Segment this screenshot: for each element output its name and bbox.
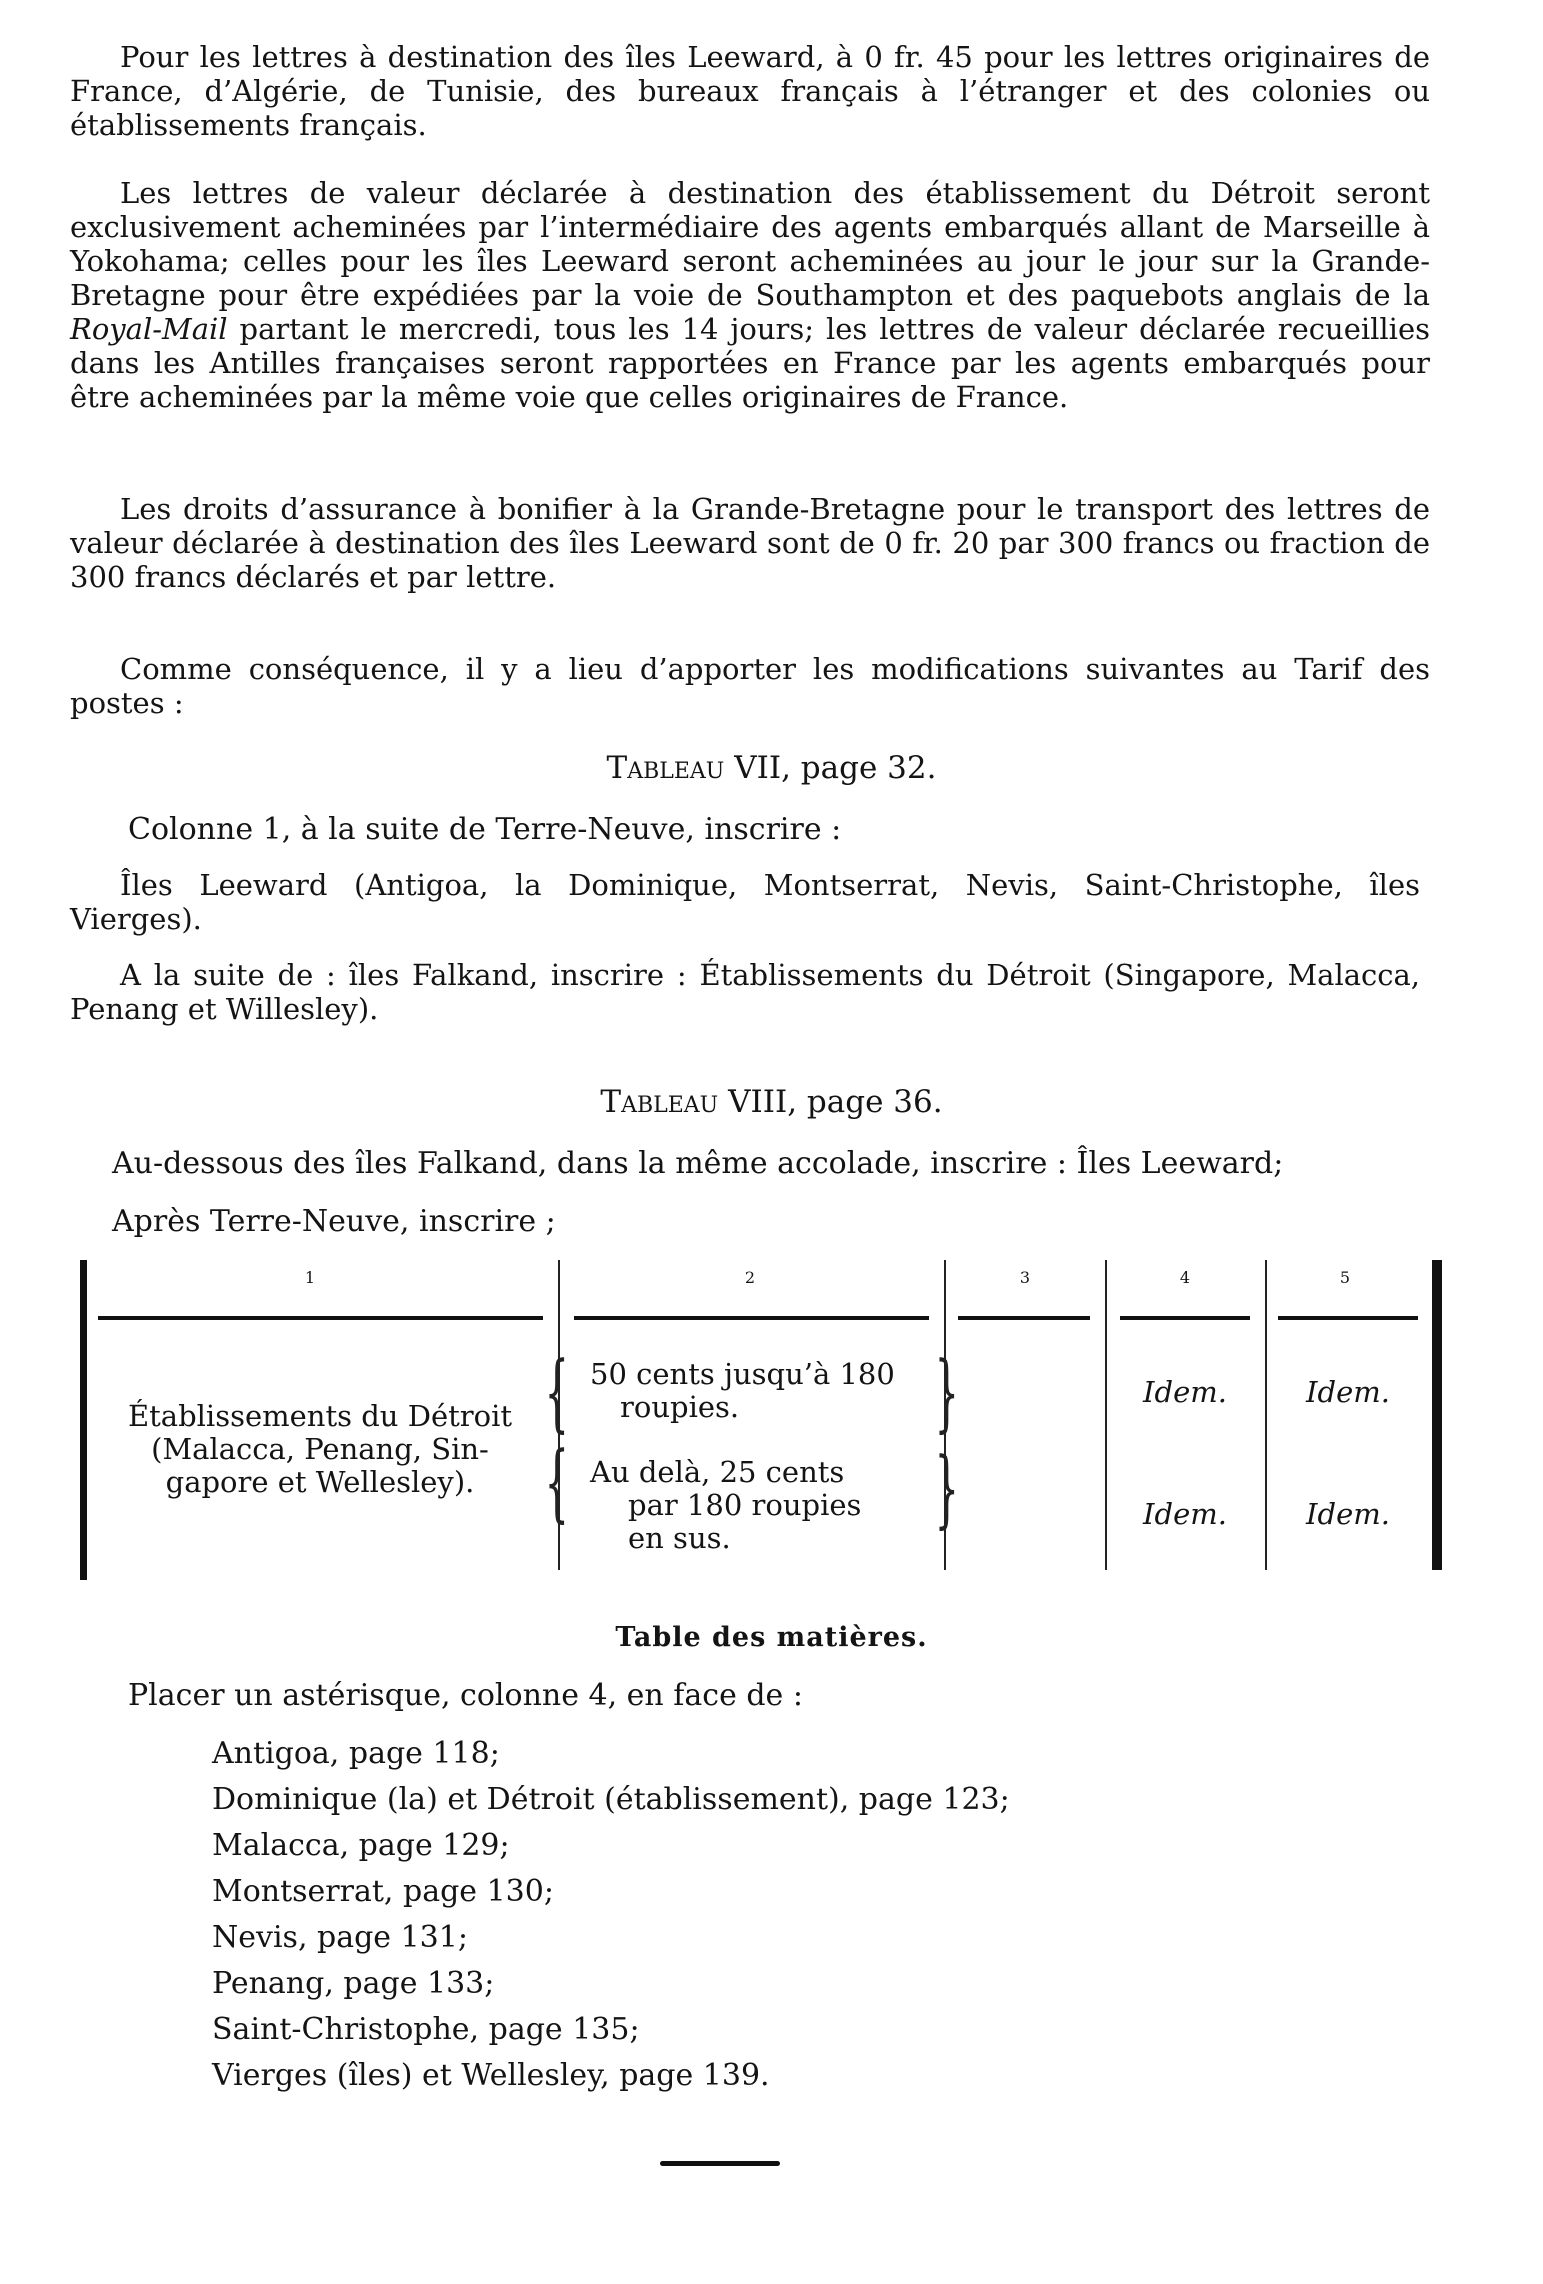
toc-intro: Placer un astérisque, colonne 4, en face de : xyxy=(128,1678,803,1713)
brace-right-col2: } xyxy=(934,1343,959,1441)
col-number-3: 3 xyxy=(1019,1268,1031,1287)
paragraph-leeward-rates: Pour les lettres à destination des îles Leeward, à 0 fr. 45 pour les lettres originaires de France, d’Algérie, de Tunisie, des bureaux français à l’étranger et des colonies ou établissements français. xyxy=(70,40,1430,142)
table-left-border xyxy=(80,1260,87,1580)
toc-item: Malacca, page 129; xyxy=(212,1828,510,1863)
paragraph-valeur-declaree xyxy=(70,176,1430,414)
toc-item: Saint-Christophe, page 135; xyxy=(212,2012,640,2047)
col-divider-4 xyxy=(1265,1260,1267,1570)
col2-rate-b-line: Au delà, 25 cents xyxy=(590,1455,845,1489)
tableau-vii-page: , page 32. xyxy=(781,750,937,786)
tableau-vii-label: Tableau VII xyxy=(606,750,782,786)
tableau-vii-detroit: A la suite de : îles Falkand, inscrire : Établissements du Détroit (Singapore, Malacca, Penang et Willesley). xyxy=(70,958,1420,1026)
paragraph-consequence: Comme conséquence, il y a lieu d’apporter les modifications suivantes au Tarif des postes : xyxy=(70,652,1430,720)
toc-item: Vierges (îles) et Wellesley, page 139. xyxy=(212,2058,770,2093)
brace-left-col2: { xyxy=(544,1343,569,1441)
header-rule-4 xyxy=(1120,1316,1250,1320)
toc-item: Antigoa, page 118; xyxy=(212,1736,500,1771)
col4-idem-b: Idem. xyxy=(1143,1497,1227,1531)
table-right-border xyxy=(1432,1260,1442,1570)
col2-rate-b-line: par 180 roupies xyxy=(628,1488,862,1522)
col1-line: gapore et Wellesley). xyxy=(165,1465,475,1499)
tableau-vii-instruction: Colonne 1, à la suite de Terre-Neuve, inscrire : xyxy=(128,812,842,847)
col2-rate-a xyxy=(590,1358,920,1424)
header-rule-2 xyxy=(574,1316,929,1320)
tableau-vii-heading xyxy=(0,750,1543,786)
rate-table xyxy=(80,1260,1445,1580)
col2-rate-a-line: roupies. xyxy=(620,1390,740,1424)
toc-item: Penang, page 133; xyxy=(212,1966,495,2001)
paragraph-valeur-declaree-text: Les lettres de valeur déclarée à destination des établissement du Détroit seront exclusivement acheminées par l’intermédiaire des agents embarqués allant de Marseille à Yokohama; celles pour les îles Leeward seront acheminées au jour le jour sur la Grande-Bretagne pour être expédiées par la voie de Southampton et des paquebots anglais de la xyxy=(70,176,1430,312)
col1-entry xyxy=(100,1400,540,1499)
col-divider-3 xyxy=(1105,1260,1107,1570)
toc-item: Montserrat, page 130; xyxy=(212,1874,554,1909)
tableau-viii-heading xyxy=(0,1084,1543,1120)
col2-rate-b xyxy=(590,1456,920,1555)
col2-rate-a-line: 50 cents jusqu’à 180 xyxy=(590,1357,895,1391)
toc-title: Table des matières. xyxy=(615,1622,928,1653)
toc-item: Dominique (la) et Détroit (établissement), page 123; xyxy=(212,1782,1010,1817)
brace-right-col2-b: } xyxy=(934,1439,959,1537)
col1-line: Établissements du Détroit xyxy=(127,1399,513,1433)
tableau-vii-leeward: Îles Leeward (Antigoa, la Dominique, Montserrat, Nevis, Saint-Christophe, îles Vierges). xyxy=(70,868,1420,936)
col-number-4: 4 xyxy=(1179,1268,1191,1287)
col-number-1: 1 xyxy=(304,1268,316,1287)
tableau-viii-instruction-2: Après Terre-Neuve, inscrire ; xyxy=(112,1204,556,1239)
paragraph-valeur-declaree-cont: partant le mercredi, tous les 14 jours; les lettres de valeur déclarée recueillies dans les Antilles françaises seront rapportées en France par les agents embarqués pour être acheminées par la même voie que celles originaires de France. xyxy=(70,312,1431,414)
tableau-viii-label: Tableau VIII xyxy=(600,1084,788,1120)
header-rule-1 xyxy=(98,1316,543,1320)
header-rule-3 xyxy=(958,1316,1090,1320)
col4-idem-a: Idem. xyxy=(1143,1375,1227,1409)
royal-mail-name: Royal-Mail xyxy=(70,312,228,346)
col5-idem-b: Idem. xyxy=(1306,1497,1390,1531)
toc-item: Nevis, page 131; xyxy=(212,1920,468,1955)
brace-left-col2-b: { xyxy=(544,1433,569,1531)
col-number-5: 5 xyxy=(1339,1268,1351,1287)
col-number-2: 2 xyxy=(744,1268,756,1287)
tableau-viii-instruction: Au-dessous des îles Falkand, dans la même accolade, inscrire : Îles Leeward; xyxy=(112,1146,1284,1181)
tableau-viii-page: , page 36. xyxy=(787,1084,943,1120)
header-rule-5 xyxy=(1278,1316,1418,1320)
col1-line: (Malacca, Penang, Sin- xyxy=(151,1432,489,1466)
end-rule xyxy=(660,2161,780,2166)
paragraph-droits-assurance: Les droits d’assurance à bonifier à la Grande-Bretagne pour le transport des lettres de valeur déclarée à destination des îles Leeward sont de 0 fr. 20 par 300 francs ou fraction de 300 francs déclarés et par lettre. xyxy=(70,492,1430,594)
col5-idem-a: Idem. xyxy=(1306,1375,1390,1409)
col2-rate-b-line: en sus. xyxy=(628,1521,731,1555)
